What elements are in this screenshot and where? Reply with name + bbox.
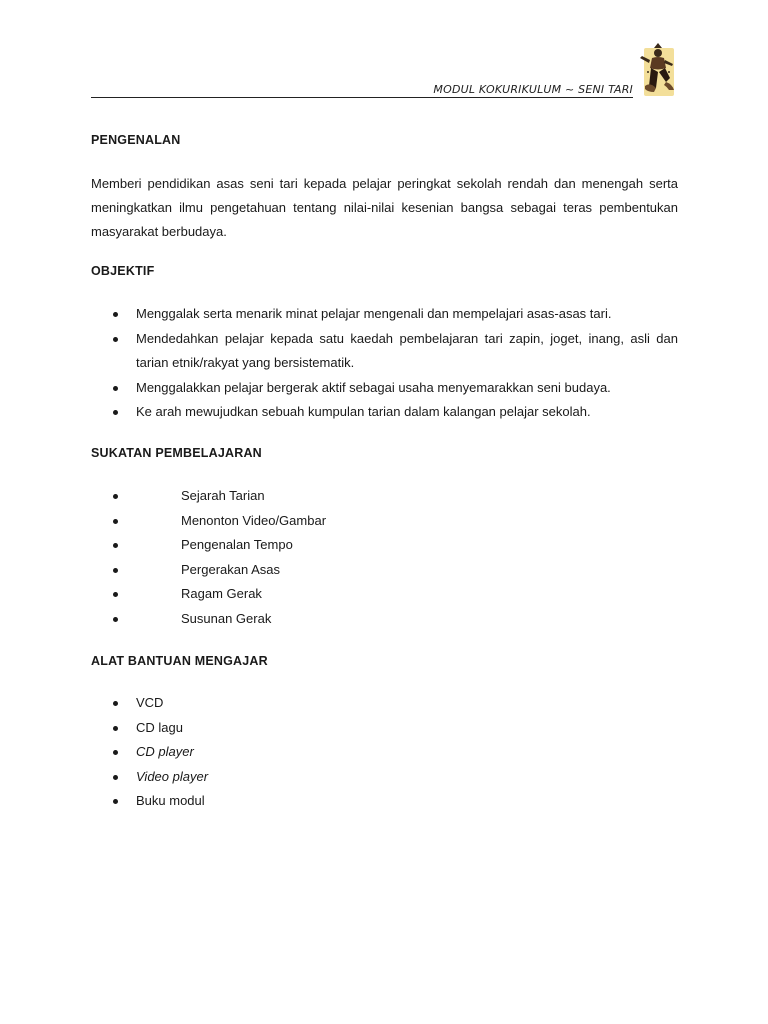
list-item: CD player xyxy=(91,740,678,765)
section-heading-sukatan: SUKATAN PEMBELAJARAN xyxy=(91,446,262,460)
section-heading-pengenalan: PENGENALAN xyxy=(91,133,181,147)
list-item: Menggalakkan pelajar bergerak aktif sebagai usaha menyemarakkan seni budaya. xyxy=(91,376,678,401)
bullet-icon xyxy=(113,701,118,706)
bullet-icon xyxy=(113,799,118,804)
bullet-icon xyxy=(113,337,118,342)
header-rule xyxy=(91,80,433,98)
bullet-icon xyxy=(113,543,118,548)
list-item: Menonton Video/Gambar xyxy=(91,509,678,534)
alat-list xyxy=(91,691,678,814)
list-item: Video player xyxy=(91,765,678,790)
list-item: Mendedahkan pelajar kepada satu kaedah pembelajaran tari zapin, joget, inang, asli dan tarian etnik/rakyat yang bersistematik. xyxy=(91,327,678,376)
bullet-icon xyxy=(113,775,118,780)
bullet-icon xyxy=(113,592,118,597)
list-item: Buku modul xyxy=(91,789,678,814)
bullet-icon xyxy=(113,312,118,317)
list-item: Ke arah mewujudkan sebuah kumpulan tarian dalam kalangan pelajar sekolah. xyxy=(91,400,678,425)
bullet-icon xyxy=(113,726,118,731)
sukatan-list xyxy=(91,484,678,631)
bullet-icon xyxy=(113,494,118,499)
list-item: Sejarah Tarian xyxy=(91,484,678,509)
list-item: VCD xyxy=(91,691,678,716)
dancer-figure-icon xyxy=(636,42,678,98)
list-item: Ragam Gerak xyxy=(91,582,678,607)
bullet-icon xyxy=(113,410,118,415)
bullet-icon xyxy=(113,386,118,391)
section-heading-alat: ALAT BANTUAN MENGAJAR xyxy=(91,654,268,668)
list-item: CD lagu xyxy=(91,716,678,741)
paragraph-pengenalan: Memberi pendidikan asas seni tari kepada pelajar peringkat sekolah rendah dan menengah serta meningkatkan ilmu pengetahuan tentang nilai-nilai kesenian bangsa sebagai teras pembentukan masyarakat berbudaya. xyxy=(91,176,678,239)
header-title: MODUL KOKURIKULUM ~ SENI TARI xyxy=(433,83,633,96)
list-item: Susunan Gerak xyxy=(91,607,678,632)
list-item: Pengenalan Tempo xyxy=(91,533,678,558)
objektif-list xyxy=(91,302,678,425)
bullet-icon xyxy=(113,519,118,524)
list-item: Pergerakan Asas xyxy=(91,558,678,583)
bullet-icon xyxy=(113,617,118,622)
list-item: Menggalak serta menarik minat pelajar mengenali dan mempelajari asas-asas tari. xyxy=(91,302,678,327)
section-heading-objektif: OBJEKTIF xyxy=(91,264,155,278)
page-header xyxy=(91,78,633,98)
bullet-icon xyxy=(113,568,118,573)
bullet-icon xyxy=(113,750,118,755)
